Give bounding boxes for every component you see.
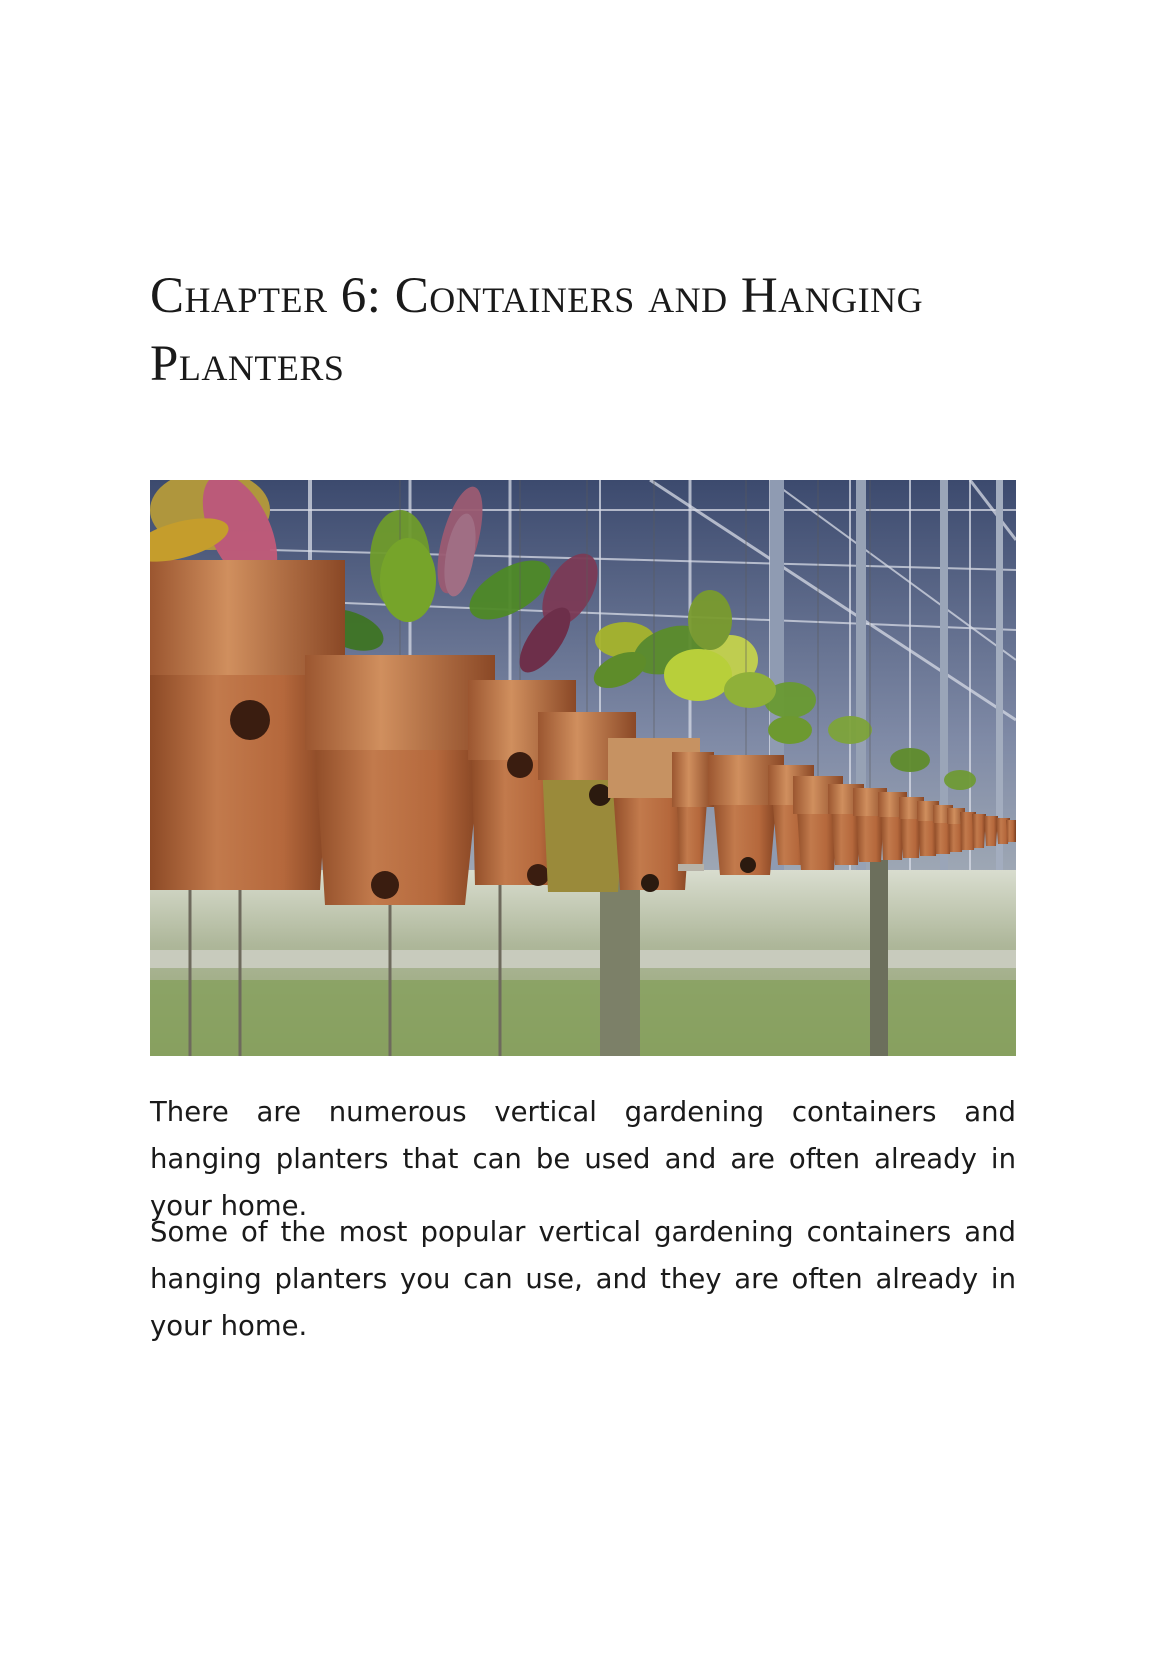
body-paragraph-1: There are numerous vertical gardening containers and hanging planters that can be used and are often already in your home.: [150, 1096, 1016, 1222]
hanging-pots-photo: [150, 480, 1016, 1056]
body-paragraph-2: Some of the most popular vertical gardening containers and hanging planters you can use, and they are often already in your home.: [150, 1216, 1016, 1342]
chapter-title: Chapter 6: Containers and Hanging Planters: [150, 268, 924, 392]
